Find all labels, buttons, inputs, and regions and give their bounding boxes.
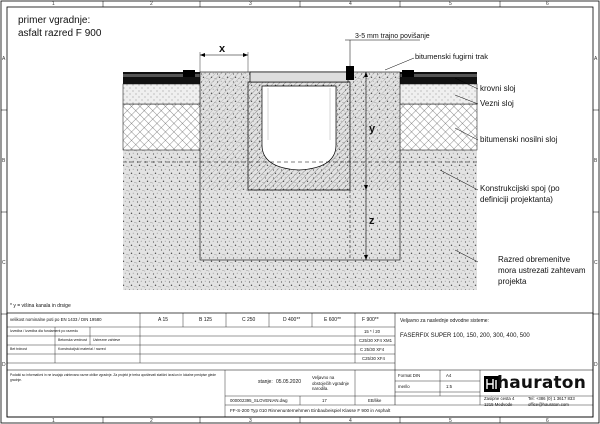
brand-logo (484, 372, 586, 394)
ruler-bottom-2: 2 (150, 418, 153, 424)
row3-left: Bet trdnost (10, 347, 27, 351)
info-note: Podatki so informativni in ne izvajajo zahtevano razne oblike vgradnje. Za projekt je treba upoštevati statični izračun in lokalne predpise glede gradnje. (10, 373, 216, 382)
concrete-label-2: mora ustrezati zahtevam (498, 266, 586, 275)
address-line-2: 1215 Medvode (484, 402, 513, 407)
row4-left: Konstrukcijski material / razred (58, 347, 106, 351)
date-value: 05.05.2020 (276, 379, 302, 385)
row5-c2: C25/30 XF4 (362, 356, 385, 361)
ruler-side-a: A (2, 56, 6, 62)
ruler-side-b-right: B (594, 158, 598, 164)
row2-val: 15 * / 20 (364, 329, 381, 334)
bitumen-tape-label: bitumenski fugirni trak (415, 52, 488, 61)
raise-note: 3-5 mm trajno povišanje (355, 33, 430, 40)
ruler-bottom-4: 4 (349, 418, 352, 424)
ruler-side-c: C (2, 260, 6, 266)
channel-inner (262, 86, 336, 170)
scale-value: 1:5 (446, 384, 452, 389)
valid-head: Veljavno za naslednje odvodne sisteme: (400, 318, 489, 324)
date-label: stanje: (258, 379, 273, 385)
heading-line-2: asfalt razred F 900 (18, 28, 102, 39)
ruler-top-1: 1 (52, 1, 55, 7)
email: office@hauraton.com (528, 402, 569, 407)
grating (250, 72, 348, 82)
class-e600: E 600** (324, 317, 341, 323)
footnote: * y = višina kanala in drsige (10, 303, 71, 309)
class-c250: C 250 (242, 317, 256, 323)
ruler-side-b: B (2, 158, 6, 164)
ruler-top-4: 4 (349, 1, 352, 7)
concrete-label-1: Razred obremenitve (498, 255, 571, 264)
ruler-top-3: 3 (249, 1, 252, 7)
format-label: Format DIN (398, 373, 421, 378)
norm-label: velikost nominalne poti po EN 1433 / DIN 19580 (10, 317, 102, 322)
row2-c2: Betonska vrednost (58, 338, 87, 342)
bitumen-base-label: bitumenski nosilni sloj (480, 135, 558, 144)
scale-label: merilo (398, 384, 410, 389)
valid-note: Veljavno na obstoječih vgradnje narodila. (312, 375, 350, 392)
file-code: 000002395_SLOVENIAN.dwg (230, 398, 288, 403)
dim-z-label: z (369, 215, 375, 227)
sheet-code: EB/like (368, 398, 382, 403)
class-a15: A 15 (158, 317, 169, 323)
dim-x-label: x (219, 43, 226, 55)
ruler-bottom-1: 1 (52, 418, 55, 424)
row2-left: Izvedba / izvedba dla fundament po razredu (10, 329, 79, 333)
ruler-bottom-6: 6 (546, 418, 549, 424)
concrete-label-3: projekta (498, 277, 527, 286)
address-line-1: Zasipne cesta 4 (484, 396, 515, 401)
joint-label-1: Konstrukcijski spoj (po (480, 184, 560, 193)
heading-line-1: primer vgradnje: (18, 15, 91, 26)
ruler-side-a-right: A (594, 56, 598, 62)
row3-c2: C25/30 XF4 XM1 (359, 338, 392, 343)
row4-c2: C 25/30 XF4 (360, 347, 385, 352)
format-value: A4 (446, 373, 452, 378)
brand-name: hauraton (496, 373, 586, 393)
drawing-title: FF-S-200 Typ 010 Rinnenunternehmen Einbaubeispiel Klasse F 900 in Asphalt (230, 408, 391, 413)
binder-layer-label: Vezni sloj (480, 99, 514, 108)
phone: Tel: +386 (0) 1 3617 833 (528, 396, 575, 401)
row2-c3: Ustrezne zahteve (93, 338, 121, 342)
ruler-top-5: 5 (449, 1, 452, 7)
surface-layer-label: krovni sloj (480, 84, 516, 93)
page-number: 17 (322, 398, 327, 403)
valid-value: FASERFIX SUPER 100, 150, 200, 300, 400, 500 (400, 333, 530, 339)
ruler-side-c-right: C (594, 260, 598, 266)
class-f900: F 900** (362, 317, 379, 323)
ruler-top-6: 6 (546, 1, 549, 7)
ruler-side-d-right: D (594, 362, 598, 368)
ruler-bottom-3: 3 (249, 418, 252, 424)
dim-y-label: y (369, 123, 376, 135)
class-b125: B 125 (199, 317, 213, 323)
ruler-bottom-5: 5 (449, 418, 452, 424)
joint-label-2: definiciji projektanta) (480, 195, 553, 204)
ruler-top-2: 2 (150, 1, 153, 7)
class-d400: D 400** (283, 317, 301, 323)
ruler-side-d: D (2, 362, 6, 368)
